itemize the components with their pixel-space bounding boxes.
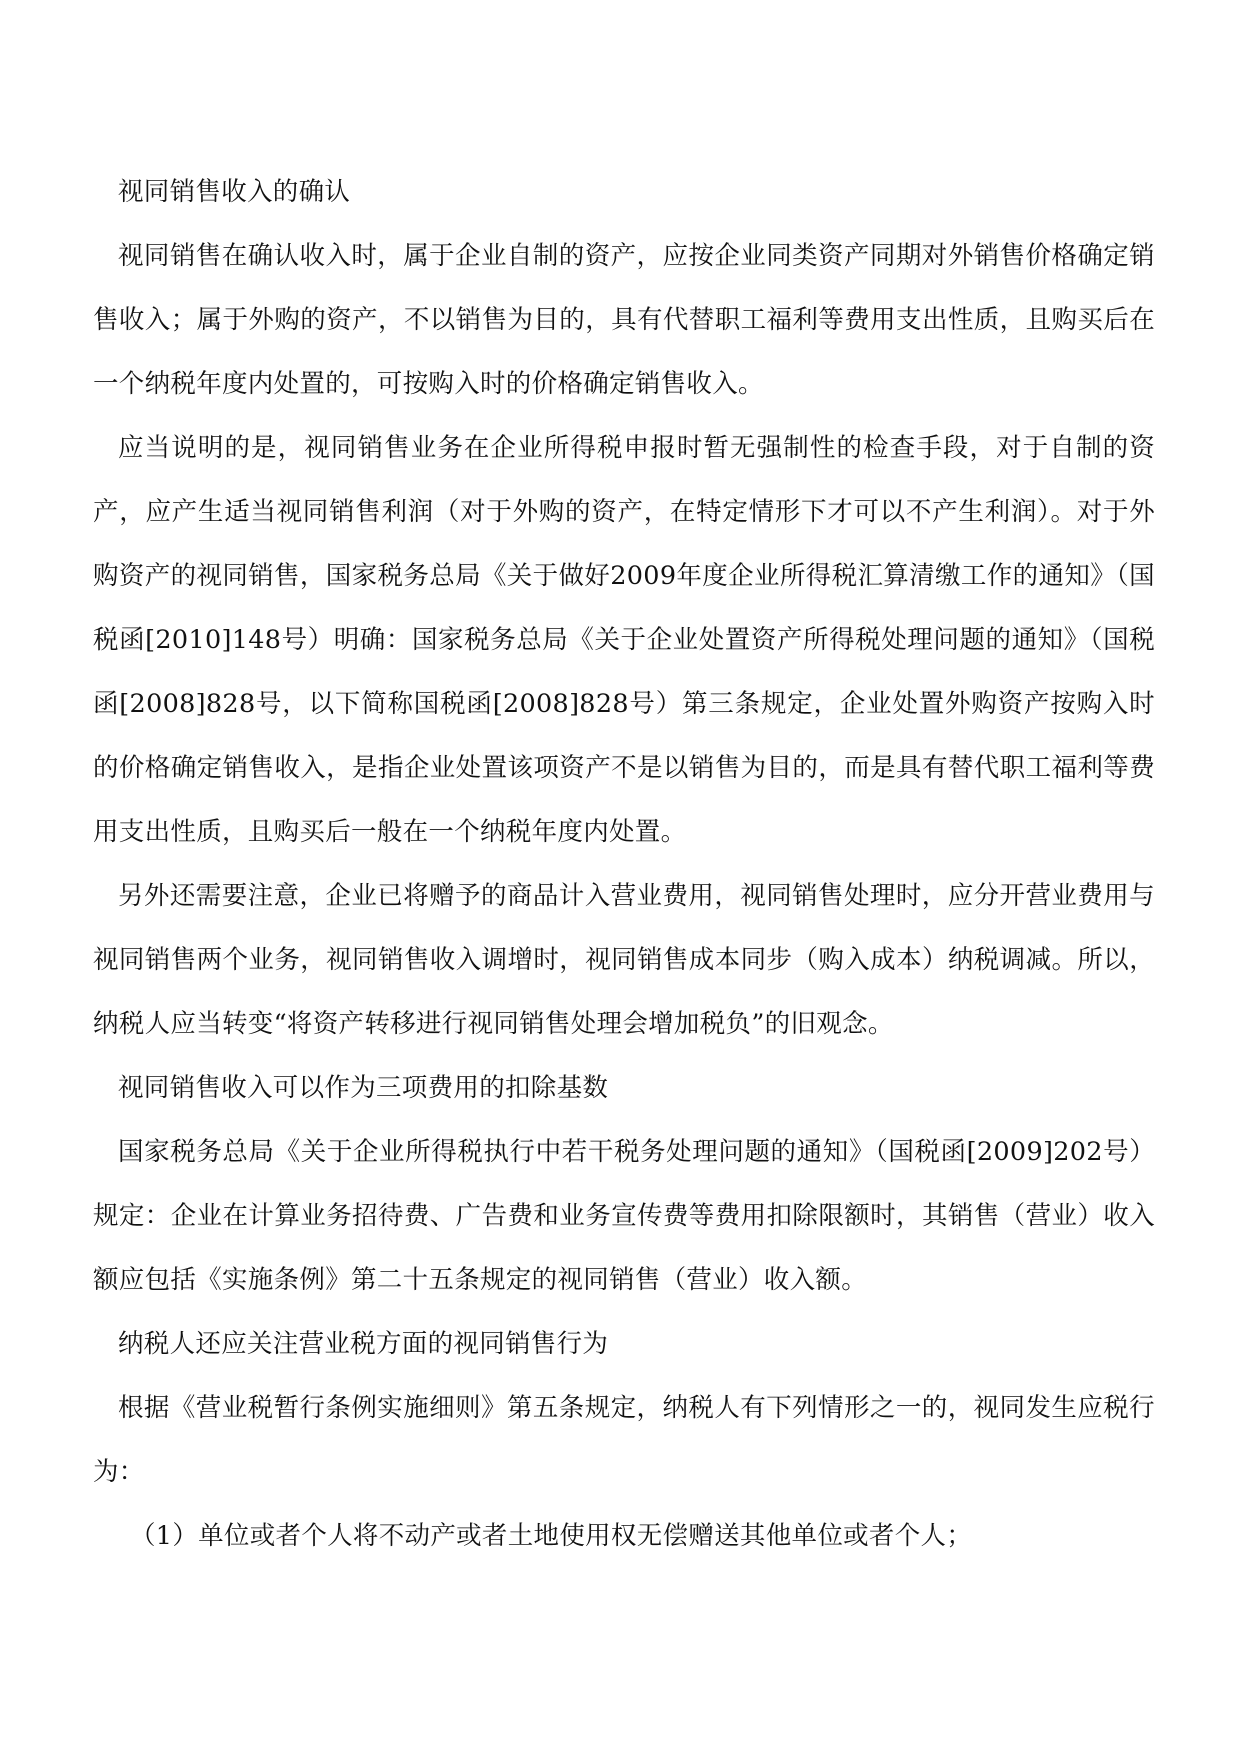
- section-heading-business-tax: 纳税人还应关注营业税方面的视同销售行为: [118, 1329, 609, 1359]
- list-item-1: （1）单位或者个人将不动产或者土地使用权无偿赠送其他单位或者个人；: [130, 1521, 973, 1551]
- paragraph-recognition-rule: 视同销售在确认收入时，属于企业自制的资产，应按企业同类资产同期对外销售价格确定销售收入；属于外购的资产，不以销售为目的，具有代替职工福利等费用支出性质，且购买后在一个纳税年度内处置的，可按购入时的价格确定销售收入。: [93, 241, 1155, 399]
- section-heading-deemed-sales-recognition: 视同销售收入的确认: [118, 177, 351, 207]
- paragraph-note: 另外还需要注意，企业已将赠予的商品计入营业费用，视同销售处理时，应分开营业费用与视同销售两个业务，视同销售收入调增时，视同销售成本同步（购入成本）纳税调减。所以，纳税人应当转变“将资产转移进行视同销售处理会增加税负”的旧观念。: [93, 881, 1155, 1039]
- paragraph-explanation: 应当说明的是，视同销售业务在企业所得税申报时暂无强制性的检查手段，对于自制的资产，应产生适当视同销售利润（对于外购的资产，在特定情形下才可以不产生利润）。对于外购资产的视同销售，国家税务总局《关于做好2009年度企业所得税汇算清缴工作的通知》（国税函[2010]148号）明确：国家税务总局《关于企业处置资产所得税处理问题的通知》（国税函[2008]828号，以下简称国税函[2008]828号）第三条规定，企业处置外购资产按购入时的价格确定销售收入，是指企业处置该项资产不是以销售为目的，而是具有替代职工福利等费用支出性质，且购买后一般在一个纳税年度内处置。: [93, 433, 1155, 847]
- document-body: [93, 160, 1155, 1568]
- section-heading-deduction-base: 视同销售收入可以作为三项费用的扣除基数: [118, 1073, 609, 1103]
- paragraph-deduction-rule: 国家税务总局《关于企业所得税执行中若干税务处理问题的通知》（国税函[2009]202号）规定：企业在计算业务招待费、广告费和业务宣传费等费用扣除限额时，其销售（营业）收入额应包括《实施条例》第二十五条规定的视同销售（营业）收入额。: [93, 1137, 1155, 1295]
- paragraph-business-tax-rule: 根据《营业税暂行条例实施细则》第五条规定，纳税人有下列情形之一的，视同发生应税行为：: [93, 1393, 1155, 1487]
